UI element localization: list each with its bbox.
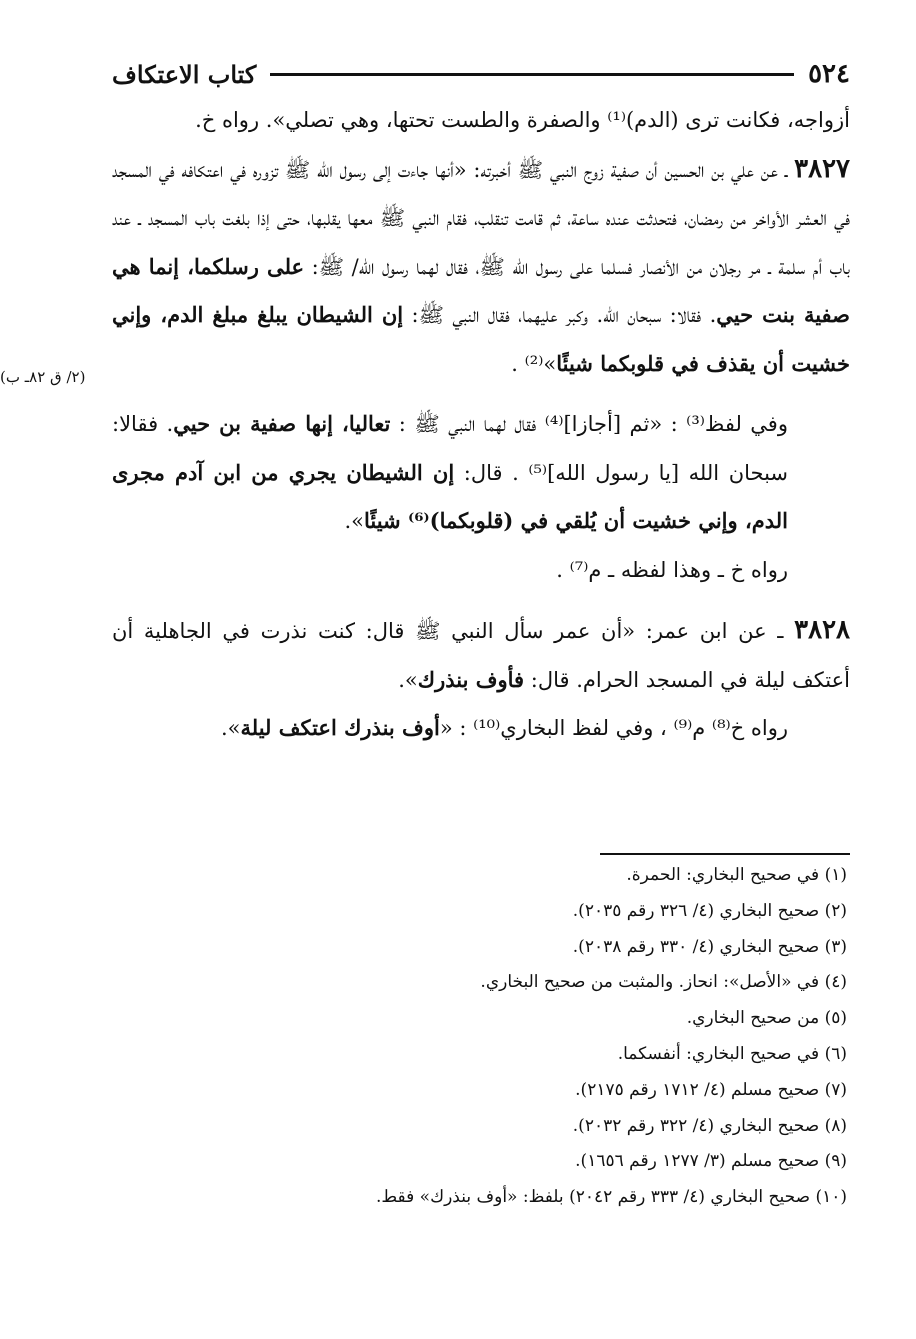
narration-source: رواه خ ـ وهذا لفظه ـ م⁽⁷⁾ . [556, 557, 788, 582]
footnote: (٢) صحيح البخاري (٤/ ٣٢٦ رقم ٢٠٣٥). [572, 900, 847, 921]
footnote: (٦) في صحيح البخاري: أنفسكما. [617, 1043, 847, 1064]
hadith-number: ٣٨٢٧ [794, 153, 850, 184]
footnotes [112, 858, 847, 1216]
chapter-title: كتاب الاعتكاف [112, 59, 257, 89]
page-number: ٥٢٤ [808, 59, 850, 89]
variant-wording: وفي لفظ⁽³⁾ : «ثم [أجازا]⁽⁴⁾ فقال لهما النبي ﷺ : تعاليا، إنها صفية بن حيي. فقالا: سبحان الله [يا رسول الله]⁽⁵⁾ . قال: إن الشيطان يجري من ابن آدم مجرى الدم، وإني خشيت أن يُلقي في (قلوبكما)⁽⁶⁾ شيئًا». [112, 411, 788, 533]
footnote: (٤) في «الأصل»: انحاز. والمثبت من صحيح البخاري. [480, 972, 847, 993]
narration-source: رواه خ⁽⁸⁾ م⁽⁹⁾ ، وفي لفظ البخاري⁽¹⁰⁾ : «أوف بنذرك اعتكف ليلة». [220, 715, 788, 740]
hadith-number: ٣٨٢٨ [794, 615, 850, 645]
page-header [112, 56, 850, 92]
footnote: (٨) صحيح البخاري (٤/ ٣٢٢ رقم ٢٠٣٢). [572, 1115, 847, 1136]
header-rule [270, 73, 794, 76]
footnote: (١٠) صحيح البخاري (٤/ ٣٣٣ رقم ٢٠٤٢) بلفظ: «أوف بنذرك» فقط. [376, 1187, 847, 1208]
footnote: (٧) صحيح مسلم (٤/ ١٧١٢ رقم ٢١٧٥). [575, 1079, 847, 1100]
paragraph-continuation: أزواجه، فكانت ترى (الدم)⁽¹⁾ والصفرة والطست تحتها، وهي تصلي». رواه خ. [195, 108, 850, 132]
footnote: (١) في صحيح البخاري: الحمرة. [626, 865, 847, 885]
hadith-3827: ٣٨٢٧ ـ عن علي بن الحسين أن صفية زوج النبي ﷺ أخبرته: «أنها جاءت إلى رسول الله ﷺ تزوره في اعتكافه في المسجد في العشر الأواخر من رمضان، فتحدثت عنده ساعة، ثم قامت تنقلب، فقام النبي ﷺ معها يقلبها، حتى إذا بلغت باب المسجد ـ عند باب أم سلمة ـ مر رجلان من الأنصار فسلما على رسول الله ﷺ، فقال لهما رسول الله/ ﷺ: على رسلكما، إنما هي صفية بنت حيي. فقالا: سبحان الله. وكبر عليهما، فقال النبي ﷺ: إن الشيطان يبلغ مبلغ الدم، وإني خشيت أن يقذف في قلوبكما شيئًا»⁽²⁾ . [112, 153, 851, 376]
footnote: (٩) صحيح مسلم (٣/ ١٢٧٧ رقم ١٦٥٦). [575, 1151, 847, 1172]
footnote-separator [600, 853, 850, 855]
footnote: (٥) من صحيح البخاري. [686, 1008, 847, 1029]
footnote: (٣) صحيح البخاري (٤/ ٣٣٠ رقم ٢٠٣٨). [572, 936, 847, 957]
main-text [112, 96, 850, 753]
margin-note: (٢/ ق ٨٢ـ ب) [0, 368, 86, 386]
hadith-3828: ٣٨٢٨ ـ عن ابن عمر: «أن عمر سأل النبي ﷺ قال: كنت نذرت في الجاهلية أن أعتكف ليلة في المسجد الحرام. قال: فأوف بنذرك». [112, 615, 850, 692]
